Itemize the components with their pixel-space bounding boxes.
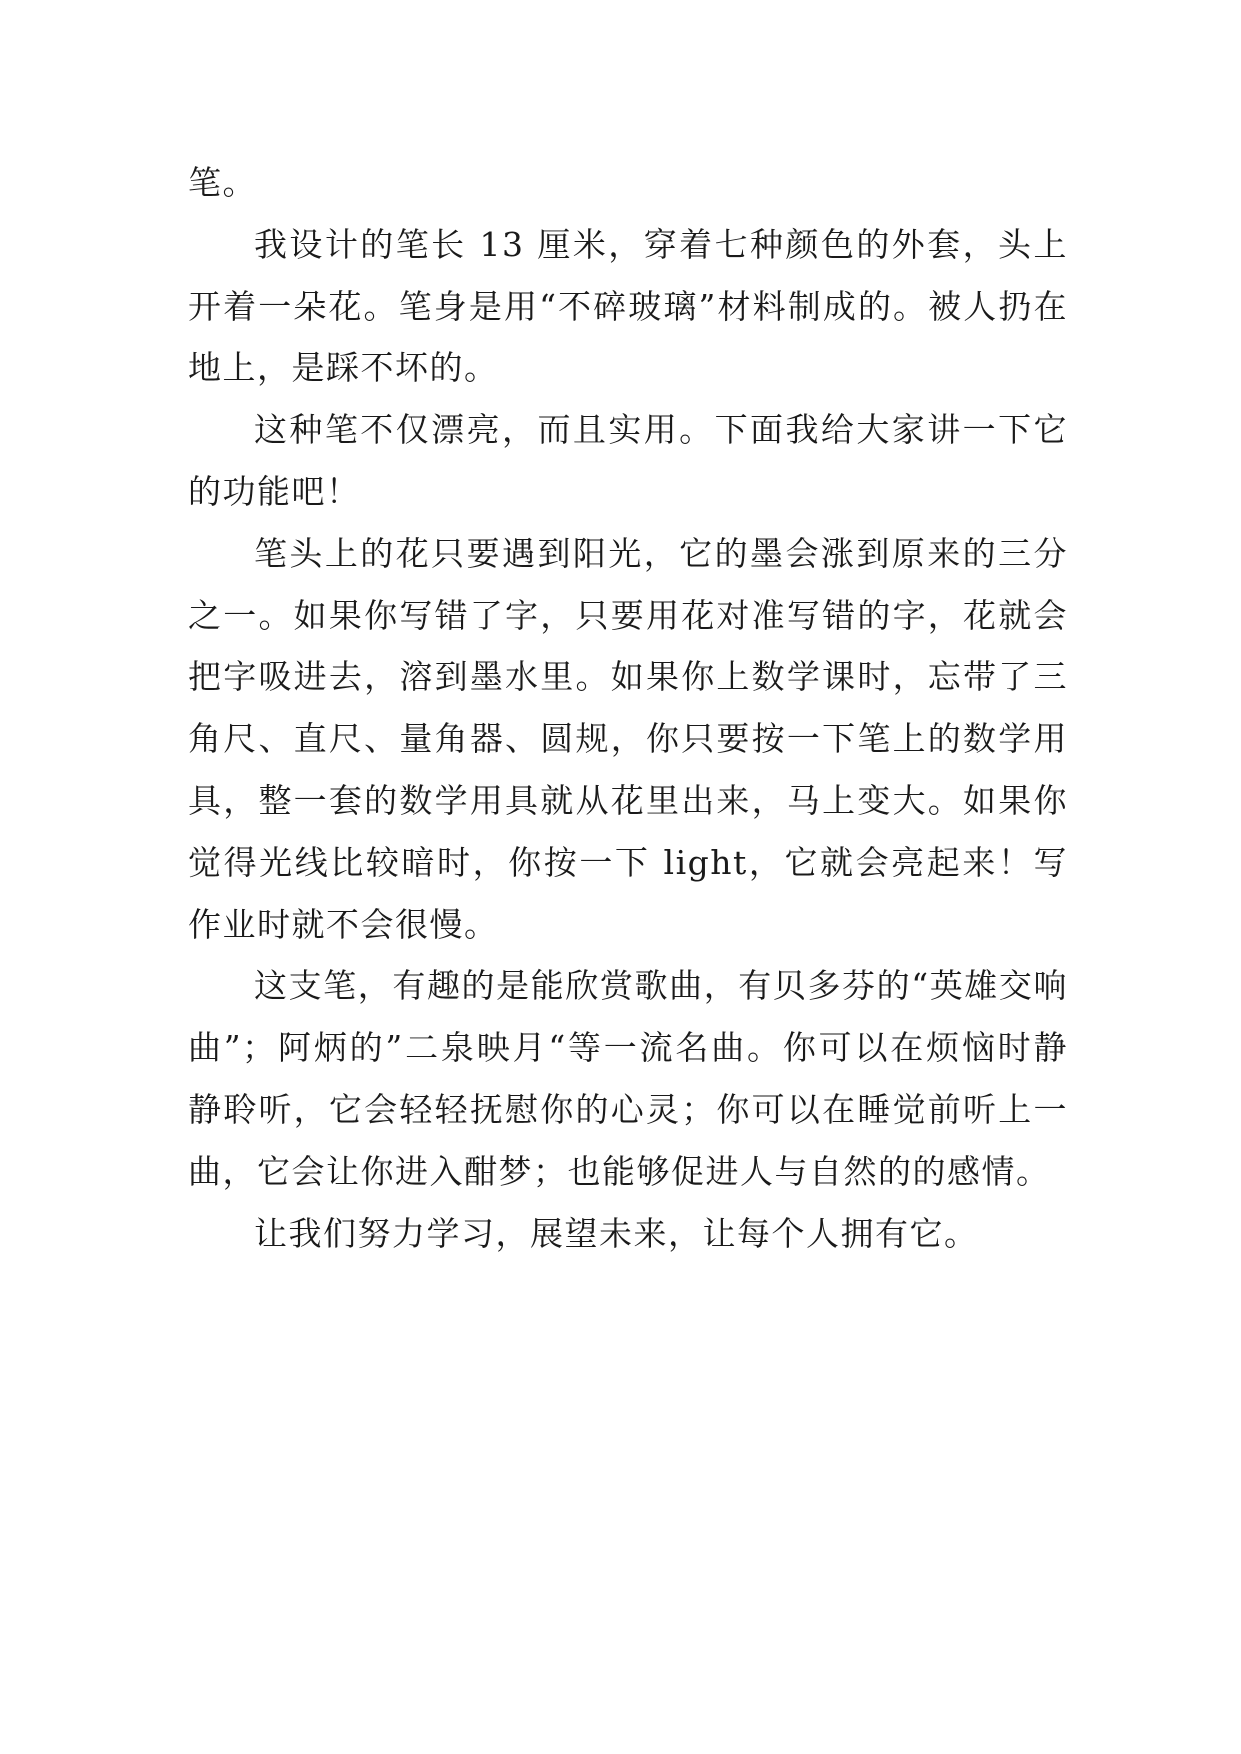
paragraph: 笔头上的花只要遇到阳光，它的墨会涨到原来的三分之一。如果你写错了字，只要用花对准写错的字，花就会把字吸进去，溶到墨水里。如果你上数学课时，忘带了三角尺、直尺、量角器、圆规，你只要按一下笔上的数学用具，整一套的数学用具就从花里出来，马上变大。如果你觉得光线比较暗时，你按一下 light，它就会亮起来！写作业时就不会很慢。: [188, 533, 1068, 944]
paragraph: 这支笔，有趣的是能欣赏歌曲，有贝多芬的“英雄交响曲”；阿炳的”二泉映月“等一流名曲。你可以在烦恼时静静聆听，它会轻轻抚慰你的心灵；你可以在睡觉前听上一曲，它会让你进入酣梦；也能够促进人与自然的的感情。: [188, 966, 1068, 1191]
paragraph: 这种笔不仅漂亮，而且实用。下面我给大家讲一下它的功能吧！: [188, 410, 1068, 511]
document-body: [188, 152, 1068, 1264]
paragraph: 让我们努力学习，展望未来，让每个人拥有它。: [254, 1213, 979, 1253]
paragraph-continuation: 笔。: [188, 163, 257, 202]
paragraph: 我设计的笔长 13 厘米，穿着七种颜色的外套，头上开着一朵花。笔身是用“不碎玻璃”材料制成的。被人扔在地上，是踩不坏的。: [188, 224, 1068, 388]
